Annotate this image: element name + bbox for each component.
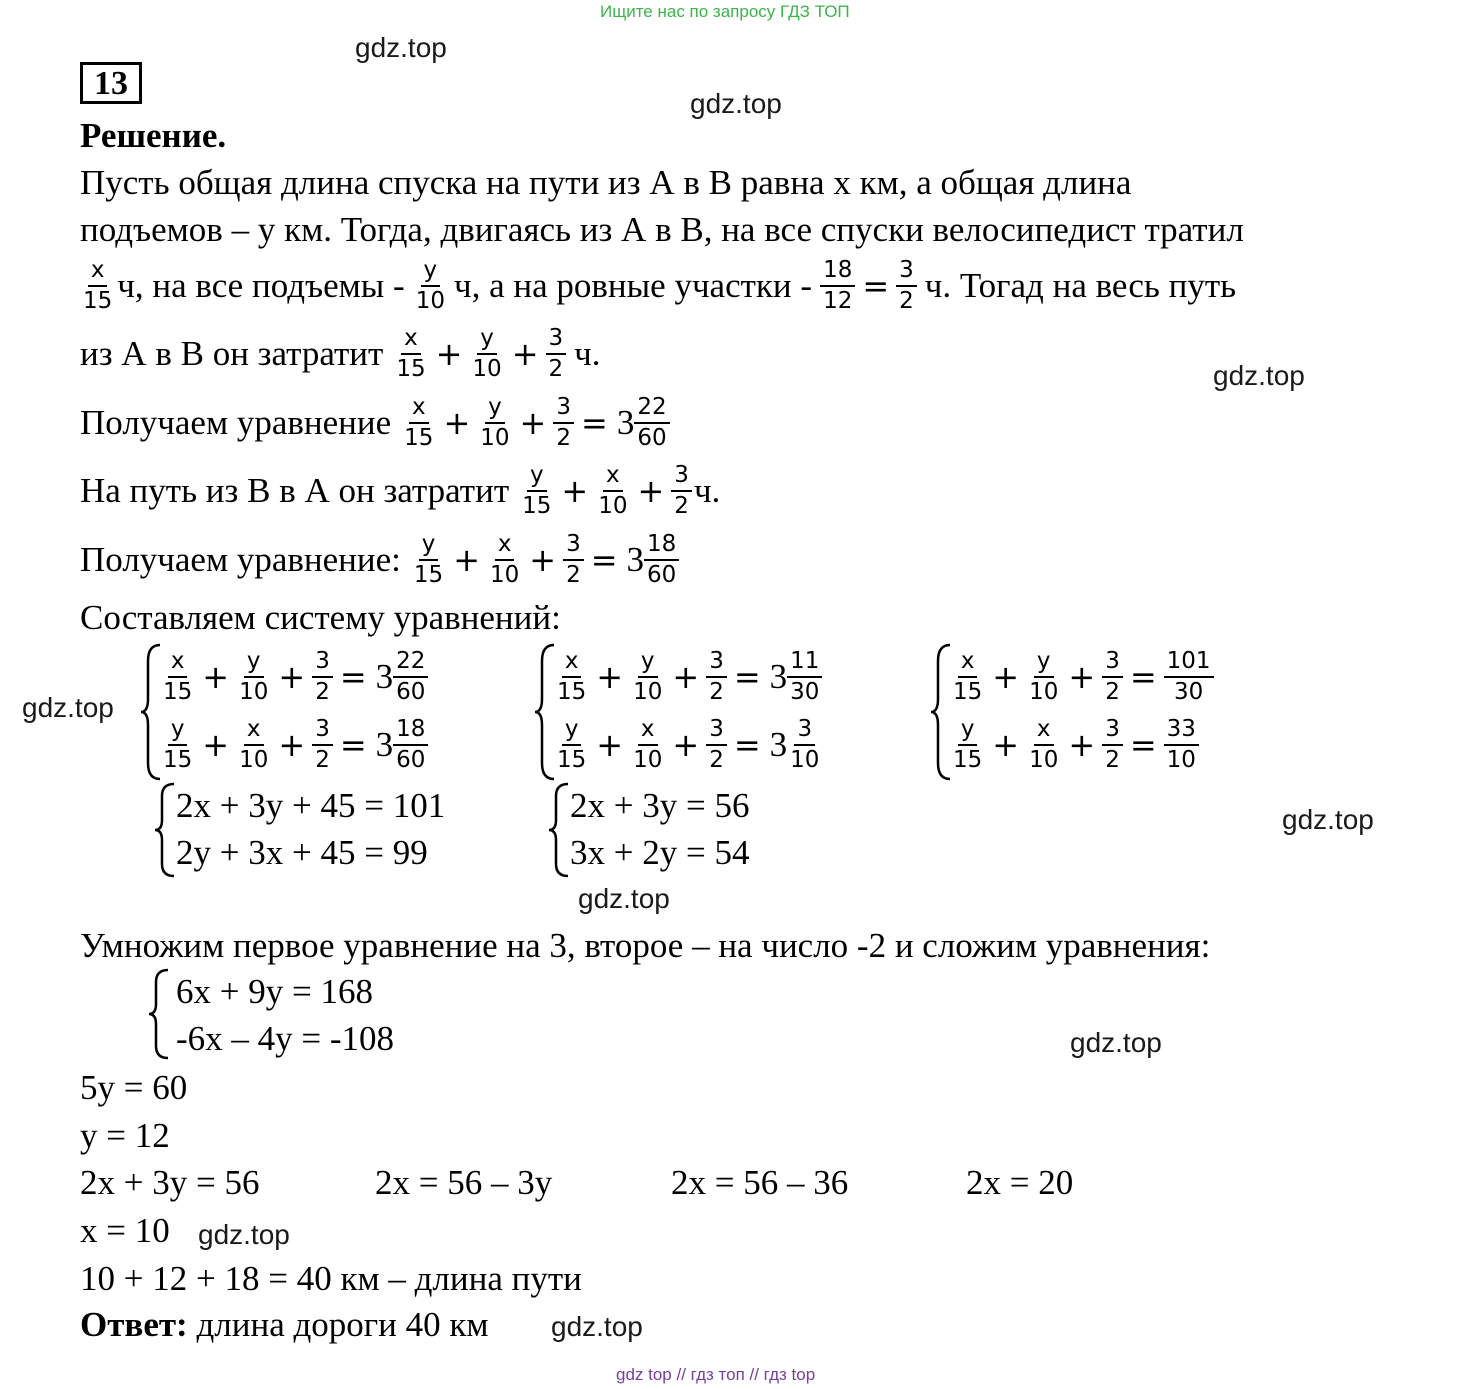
operator: +: [637, 471, 665, 510]
fraction: $\frac{y}{10}$: [415, 257, 445, 314]
fraction: $\frac{x}{15}$: [396, 325, 426, 382]
fraction: $\frac{33}{10}$: [1164, 715, 1199, 775]
watermark: gdz.top: [355, 32, 447, 63]
operator: +: [435, 334, 463, 373]
text-segment: из А в В он затратит: [80, 334, 384, 374]
operator: =: [1129, 726, 1157, 764]
fraction: $\frac{y}{15}$: [557, 716, 587, 773]
text-segment: Получаем уравнение:: [80, 540, 401, 580]
operator: +: [672, 658, 700, 696]
watermark: gdz.top: [551, 1311, 643, 1342]
equation-row: -6x – 4y = -108: [176, 1018, 395, 1058]
operator: +: [453, 540, 480, 579]
answer-label: Ответ:: [80, 1305, 188, 1344]
equation-system: [140, 643, 430, 781]
step-line: 2x + 3y = 56: [80, 1163, 260, 1202]
fraction: $\frac{x}{10}$: [598, 462, 628, 519]
equation-system: [148, 968, 394, 1060]
operator: +: [202, 726, 230, 764]
step-line: y = 12: [80, 1116, 170, 1155]
fraction: $\frac{11}{30}$: [787, 647, 822, 707]
paragraph-line: Умножим первое уравнение на 3, второе – на число -2 и сложим уравнения:: [80, 926, 1211, 965]
fraction: $\frac{x}{15}$: [163, 648, 193, 705]
fraction: $\frac{x}{15}$: [404, 394, 434, 451]
fraction: $\frac{x}{15}$: [557, 648, 587, 705]
mixed-whole: 3: [616, 403, 635, 443]
mixed-whole: 3: [375, 657, 394, 696]
fraction: $\frac{3}{2}$: [553, 393, 574, 453]
operator: +: [1068, 658, 1096, 696]
step-line: 10 + 12 + 18 = 40 км – длина пути: [80, 1259, 582, 1298]
fraction: $\frac{22}{60}$: [393, 647, 428, 707]
fraction: $\frac{y}{15}$: [522, 462, 552, 519]
fraction: $\frac{y}{10}$: [239, 648, 269, 705]
fraction: $\frac{101}{30}$: [1164, 647, 1214, 707]
operator: +: [596, 658, 624, 696]
brace-icon: [148, 968, 170, 1060]
operator: =: [581, 403, 608, 442]
operator: +: [519, 403, 547, 442]
task-number: 13: [80, 62, 142, 104]
fraction: $\frac{22}{60}$: [634, 393, 669, 453]
fraction: $\frac{x}{15}$: [83, 257, 113, 314]
operator: =: [733, 726, 761, 764]
operator: +: [511, 334, 539, 373]
mixed-whole: 3: [769, 657, 788, 696]
operator: =: [339, 726, 367, 764]
fraction: $\frac{x}{10}$: [633, 716, 663, 773]
fraction: $\frac{3}{10}$: [790, 716, 820, 773]
answer-text: длина дороги 40 км: [196, 1305, 489, 1344]
fraction: $\frac{y}{10}$: [633, 648, 663, 705]
text-segment: ч.: [693, 471, 721, 511]
operator: =: [590, 540, 618, 579]
text-segment: ч, а на ровные участки -: [453, 266, 813, 306]
fraction: $\frac{y}{15}$: [953, 716, 983, 773]
text-segment: ч. Тогад на весь путь: [924, 266, 1237, 306]
operator: =: [339, 658, 367, 696]
equation-row: 3x + 2y = 54: [570, 832, 750, 872]
watermark: gdz.top: [1070, 1027, 1162, 1058]
fraction: $\frac{y}{15}$: [413, 531, 444, 588]
operator: +: [278, 726, 306, 764]
operator: =: [862, 266, 890, 305]
equation-row: 6x + 9y = 168: [176, 971, 373, 1011]
text-segment: Получаем уравнение: [80, 403, 392, 443]
equation-line: [80, 530, 681, 590]
footer-links[interactable]: gdz top // гдз топ // гдз top: [616, 1365, 816, 1384]
fraction: $\frac{y}{10}$: [472, 325, 502, 382]
operator: =: [1129, 658, 1157, 696]
paragraph-line: Пусть общая длина спуска на пути из А в В равна х км, а общая длина: [80, 163, 1132, 202]
fraction: $\frac{3}{2}$: [671, 461, 692, 521]
watermark: gdz.top: [1282, 804, 1374, 835]
text-segment: На путь из В в А он затратит: [80, 471, 510, 511]
brace-icon: [140, 643, 162, 781]
fraction: $\frac{3}{2}$: [1102, 647, 1123, 707]
fraction: $\frac{x}{10}$: [239, 716, 269, 773]
step-line: 2x = 56 – 3y: [375, 1163, 553, 1202]
equation-system: [534, 643, 824, 781]
fraction: $\frac{18}{60}$: [644, 530, 679, 590]
text-segment: ч.: [574, 334, 601, 374]
equation-system: [154, 782, 445, 878]
paragraph-line-fractions: [78, 256, 1236, 316]
brace-icon: [534, 643, 556, 781]
operator: +: [1068, 726, 1096, 764]
fraction: $\frac{y}{10}$: [1029, 648, 1059, 705]
fraction: $\frac{3}{2}$: [563, 530, 584, 590]
operator: +: [561, 471, 589, 510]
fraction: $\frac{3}{2}$: [896, 256, 917, 316]
step-line: 2x = 56 – 36: [671, 1163, 849, 1202]
mixed-whole: 3: [769, 725, 788, 764]
top-banner[interactable]: Ищите нас по запросу ГДЗ ТОП: [600, 2, 850, 21]
fraction: $\frac{3}{2}$: [312, 647, 333, 707]
operator: +: [529, 540, 557, 579]
text-segment: ч, на все подъемы -: [117, 266, 405, 306]
fraction: $\frac{x}{15}$: [953, 648, 983, 705]
fraction: $\frac{18}{60}$: [393, 715, 428, 775]
equation-row: 2y + 3x + 45 = 99: [176, 832, 428, 872]
operator: +: [278, 658, 306, 696]
fraction: $\frac{x}{10}$: [490, 531, 520, 588]
step-line: 5y = 60: [80, 1068, 188, 1107]
fraction: $\frac{3}{2}$: [312, 715, 333, 775]
fraction: $\frac{3}{2}$: [706, 715, 727, 775]
fraction: $\frac{y}{10}$: [480, 394, 510, 451]
watermark: gdz.top: [690, 88, 782, 119]
equation-row: 2x + 3y = 56: [570, 785, 750, 825]
operator: =: [733, 658, 761, 696]
equation-system: [930, 643, 1216, 781]
mixed-whole: 3: [375, 725, 394, 764]
equation-line: [80, 393, 672, 453]
operator: +: [443, 403, 471, 442]
operator: +: [672, 726, 700, 764]
watermark: gdz.top: [578, 883, 670, 914]
watermark: gdz.top: [1213, 360, 1305, 391]
operator: +: [992, 658, 1020, 696]
answer-line: [80, 1307, 489, 1342]
fraction: $\frac{3}{2}$: [1102, 715, 1123, 775]
brace-icon: [930, 643, 952, 781]
paragraph-line: подъемов – у км. Тогда, двигаясь из А в В, на все спуски велосипедист тратил: [80, 210, 1244, 249]
fraction: $\frac{3}{2}$: [546, 324, 567, 384]
equation-system: [548, 782, 749, 878]
brace-icon: [154, 782, 176, 878]
solution-heading: Решение.: [80, 116, 227, 155]
equation-row: 2x + 3y + 45 = 101: [176, 785, 446, 825]
brace-icon: [548, 782, 570, 878]
operator: +: [202, 658, 230, 696]
system-label: Составляем систему уравнений:: [80, 598, 561, 637]
operator: +: [992, 726, 1020, 764]
fraction: $\frac{x}{10}$: [1029, 716, 1059, 773]
watermark: gdz.top: [22, 692, 114, 723]
fraction: $\frac{18}{12}$: [820, 256, 855, 316]
fraction: $\frac{3}{2}$: [706, 647, 727, 707]
watermark: gdz.top: [198, 1219, 290, 1250]
step-line: 2x = 20: [966, 1163, 1074, 1202]
fraction: $\frac{y}{15}$: [163, 716, 193, 773]
mixed-whole: 3: [626, 540, 645, 580]
step-line: x = 10: [80, 1211, 170, 1250]
paragraph-line-fractions: [80, 324, 601, 384]
equation-line: [80, 461, 720, 521]
operator: +: [596, 726, 624, 764]
